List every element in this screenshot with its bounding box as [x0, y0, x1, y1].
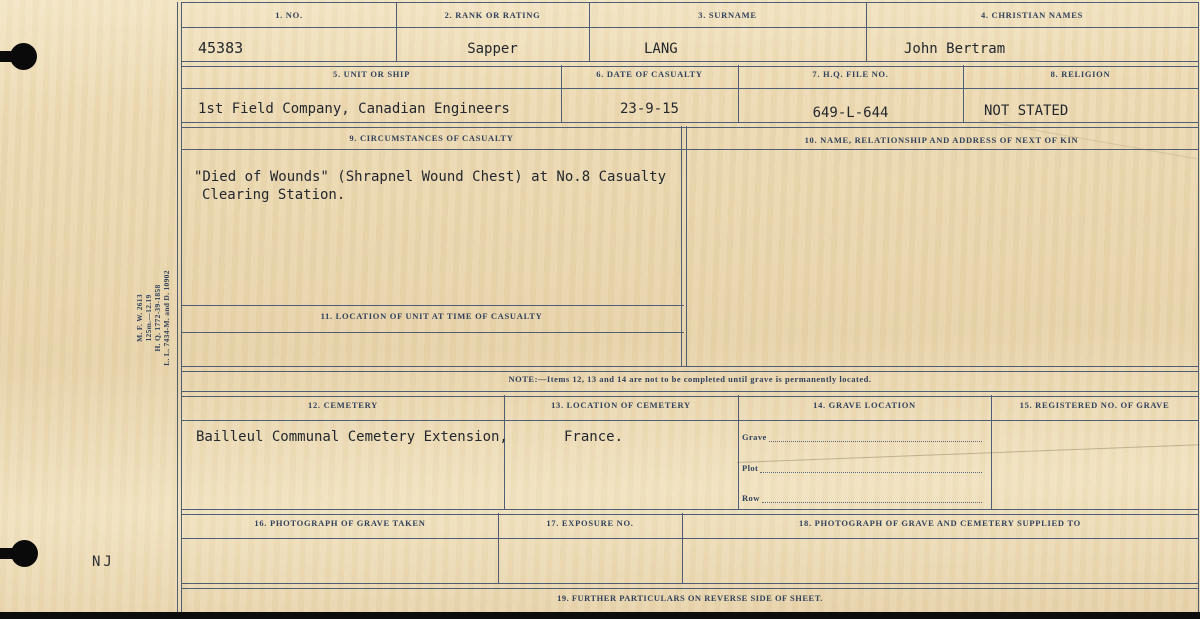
- field-label-hq-file: 7. H.Q. FILE NO.: [812, 69, 889, 79]
- rule: [182, 27, 1198, 28]
- field-value-circumstances-line1: "Died of Wounds" (Shrapnel Wound Chest) at No.8 Casualty: [194, 169, 667, 185]
- rule: [182, 332, 684, 333]
- rule: [182, 88, 1198, 89]
- rule: [681, 126, 687, 366]
- field-value-no: 45383: [198, 39, 244, 57]
- rule: [182, 509, 1198, 515]
- field-value-surname: LANG: [644, 41, 678, 57]
- field-value-rank: Sapper: [467, 41, 518, 57]
- printer-marks: [135, 268, 173, 368]
- field-label-date: 6. DATE OF CASUALTY: [596, 69, 703, 79]
- grave-row-label: Plot: [742, 463, 759, 473]
- field-value-date: 23-9-15: [619, 101, 679, 117]
- hole-punch-bottom: [11, 540, 38, 567]
- field-label-grave-location: 14. GRAVE LOCATION: [813, 400, 916, 410]
- grave-row: [742, 427, 982, 442]
- form-left-edge-line: [177, 2, 178, 612]
- grave-row-label: Grave: [742, 432, 767, 442]
- clerk-initials: NJ: [92, 554, 115, 570]
- rule: [182, 366, 1198, 372]
- field-value-religion: NOT STATED: [984, 103, 1069, 119]
- field-value-cemetery-location: France.: [564, 429, 624, 445]
- field-label-photo-supplied: 18. PHOTOGRAPH OF GRAVE AND CEMETERY SUPPLIED TO: [799, 518, 1081, 528]
- field-label-cemetery: 12. CEMETERY: [308, 400, 378, 410]
- field-value-unit: 1st Field Company, Canadian Engineers: [198, 101, 510, 117]
- field-value-hq-file: 649-L-644: [812, 105, 889, 121]
- grave-row-dotted-line: [769, 430, 982, 442]
- rule: [182, 149, 1198, 150]
- field-label-unit-location: 11. LOCATION OF UNIT AT TIME OF CASUALTY: [320, 311, 543, 321]
- grave-row-dotted-line: [762, 491, 982, 503]
- rule: [182, 420, 1198, 421]
- field-value-circumstances-line2: Clearing Station.: [202, 187, 346, 203]
- field-label-religion: 8. RELIGION: [1050, 69, 1111, 79]
- printer-mark-line: 125m.—12.19: [144, 294, 153, 342]
- field-label-cemetery-location: 13. LOCATION OF CEMETERY: [551, 400, 691, 410]
- grave-row: [742, 488, 982, 503]
- field-label-christian-names: 4. CHRISTIAN NAMES: [980, 10, 1084, 20]
- grave-row-dotted-line: [760, 461, 982, 473]
- field-label-exposure-no: 17. EXPOSURE NO.: [546, 518, 634, 528]
- field-label-photo-taken: 16. PHOTOGRAPH OF GRAVE TAKEN: [254, 518, 426, 528]
- hole-punch-top: [10, 43, 37, 70]
- rule: [504, 395, 505, 509]
- field-value-christian-names: John Bertram: [904, 41, 1006, 57]
- rule: [738, 395, 739, 509]
- rule: [182, 538, 1198, 539]
- field-label-circumstances: 9. CIRCUMSTANCES OF CASUALTY: [349, 133, 514, 143]
- field-label-surname: 3. SURNAME: [698, 10, 757, 20]
- casualty-form: [181, 2, 1199, 614]
- note-items-12-13-14: NOTE:—Items 12, 13 and 14 are not to be completed until grave is permanently located.: [508, 374, 872, 384]
- field-value-cemetery: Bailleul Communal Cemetery Extension,: [196, 429, 508, 445]
- rule: [182, 122, 1198, 128]
- field-label-next-of-kin: 10. NAME, RELATIONSHIP AND ADDRESS OF NEXT OF KIN: [804, 135, 1079, 145]
- field-label-no: 1. NO.: [275, 10, 303, 20]
- printer-mark-line: L. L. 7434-M. and D. 10902: [162, 270, 171, 366]
- rule: [182, 391, 1198, 397]
- printer-mark-line: H. Q. 1772-39-1858: [153, 284, 162, 352]
- field-label-rank: 2. RANK OR RATING: [444, 10, 541, 20]
- grave-row-label: Row: [742, 493, 760, 503]
- footer-further-particulars: 19. FURTHER PARTICULARS ON REVERSE SIDE OF SHEET.: [557, 593, 823, 603]
- rule: [182, 61, 1198, 67]
- field-label-registered-no: 15. REGISTERED NO. OF GRAVE: [1019, 400, 1170, 410]
- rule: [182, 583, 1198, 589]
- printer-mark-line: M. F. W. 2613: [135, 294, 144, 342]
- rule: [182, 305, 684, 306]
- field-label-unit: 5. UNIT OR SHIP: [333, 69, 410, 79]
- scan-edge-bottom: [0, 612, 1200, 619]
